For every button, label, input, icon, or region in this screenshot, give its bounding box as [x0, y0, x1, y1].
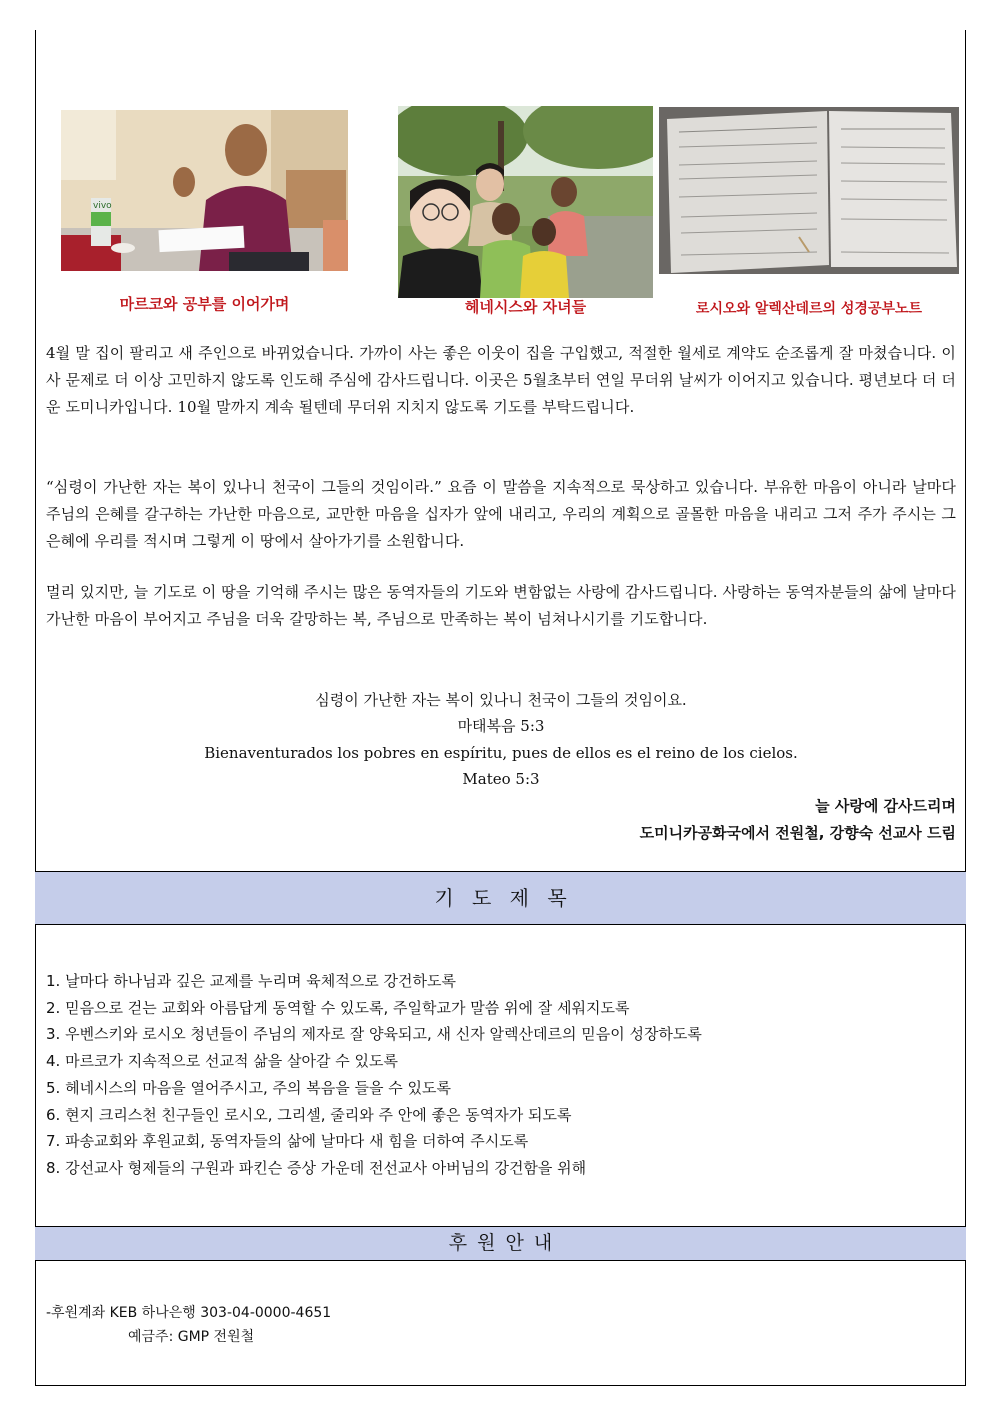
prayer-item: 6. 현지 크리스천 친구들인 로시오, 그리셀, 줄리와 주 안에 좋은 동역자가 되도록	[46, 1105, 572, 1124]
support-section-header	[35, 1226, 966, 1261]
prayer-item: 3. 우벤스키와 로시오 청년들이 주님의 제자로 잘 양육되고, 새 신자 알렉산데르의 믿음이 성장하도록	[46, 1025, 702, 1044]
verse-spanish: Bienaventurados los pobres en espíritu, pues de ellos es el reino de los cielos.	[204, 744, 798, 762]
photo-henesis-family-image	[398, 106, 653, 298]
prayer-section-title: 기 도 제 목	[434, 886, 567, 910]
prayer-item: 4. 마르코가 지속적으로 선교적 삶을 살아갈 수 있도록	[46, 1052, 398, 1071]
body-paragraph: 멀리 있지만, 늘 기도로 이 땅을 기억해 주시는 많은 동역자들의 기도와 변함없는 사랑에 감사드립니다. 사랑하는 동역자분들의 삶에 날마다 가난한 마음이 부어지고 주님을 더욱 갈망하는 복, 주님으로 만족하는 복이 넘쳐나시기를 기도합니다.	[46, 583, 956, 628]
prayer-item: 2. 믿음으로 걷는 교회와 아름답게 동역할 수 있도록, 주일학교가 말씀 위에 잘 세워지도록	[46, 998, 630, 1017]
prayer-item: 8. 강선교사 형제들의 구원과 파킨슨 증상 가운데 전선교사 아버님의 강건함을 위해	[46, 1158, 587, 1177]
prayer-section-header	[35, 871, 966, 925]
photo-caption: 로시오와 알렉산데르의 성경공부노트	[695, 301, 923, 317]
support-account: -후원계좌 KEB 하나은행 303-04-0000-4651	[46, 1305, 332, 1321]
photo-caption: 헤네시스와 자녀들	[464, 298, 587, 316]
prayer-item: 7. 파송교회와 후원교회, 동역자들의 삶에 날마다 새 힘을 더하여 주시도록	[46, 1132, 529, 1151]
page-border-right	[965, 30, 966, 1386]
prayer-item: 1. 날마다 하나님과 깊은 교제를 누리며 육체적으로 강건하도록	[46, 972, 456, 990]
verse-korean-reference: 마태복음 5:3	[457, 717, 545, 735]
page-border-left	[35, 30, 36, 1386]
body-paragraph: 4월 말 집이 팔리고 새 주인으로 바뀌었습니다. 가까이 사는 좋은 이웃이 집을 구입했고, 적절한 월세로 계약도 순조롭게 잘 마쳤습니다. 이사 문제로 더 이상 고민하지 않도록 인도해 주심에 감사드립니다. 이곳은 5월초부터 연일 무더위 날씨가 이어지고 있습니다. 평년보다 더 더운 도미니카입니다. 10월 말까지 계속 될텐데 무더위 지치지 않도록 기도를 부탁드립니다.	[46, 344, 956, 416]
signoff-greeting: 늘 사랑에 감사드리며	[815, 797, 956, 815]
support-account-holder: 예금주: GMP 전원철	[128, 1329, 255, 1345]
prayer-item: 5. 헤네시스의 마음을 열어주시고, 주의 복음을 들을 수 있도록	[46, 1078, 451, 1097]
verse-korean: 심령이 가난한 자는 복이 있나니 천국이 그들의 것임이요.	[315, 691, 687, 709]
photo-marco-study	[61, 110, 348, 271]
prayer-list	[46, 968, 946, 1182]
photo-marco-study-image	[61, 110, 348, 271]
body-paragraph: “심령이 가난한 자는 복이 있나니 천국이 그들의 것임이라.” 요즘 이 말씀을 지속적으로 묵상하고 있습니다. 부유한 마음이 아니라 날마다 주님의 은혜를 갈구하는 가난한 마음으로, 교만한 마음을 십자가 앞에 내리고, 우리의 계획으로 골몰한 마음을 내리고 그저 주가 주시는 그 은혜에 우리를 적시며 그렇게 이 땅에서 살아가기를 소원합니다.	[46, 478, 956, 550]
photo-henesis-family	[398, 106, 653, 298]
page-border-bottom	[35, 1385, 966, 1386]
verse-spanish-reference: Mateo 5:3	[462, 770, 540, 788]
carton-label: vivo	[93, 201, 112, 211]
photo-caption: 마르코와 공부를 이어가며	[119, 295, 290, 313]
photo-study-notebook-image	[659, 107, 959, 274]
support-section-title: 후 원 안 내	[448, 1232, 553, 1254]
signoff-signature: 도미니카공화국에서 전원철, 강향숙 선교사 드림	[639, 824, 956, 842]
photo-study-notebook	[659, 107, 959, 274]
